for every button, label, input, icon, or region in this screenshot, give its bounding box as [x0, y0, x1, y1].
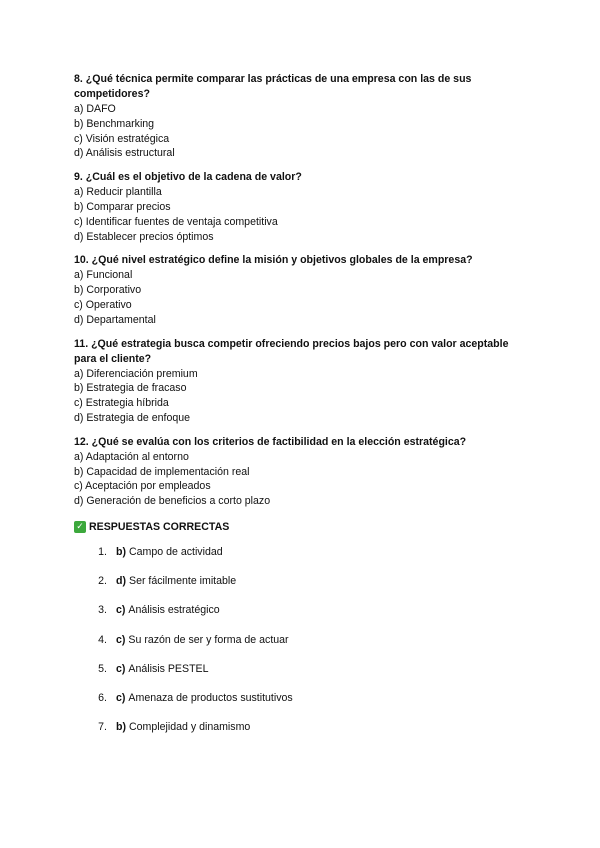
answer-number: 7. [98, 721, 107, 734]
document-page [74, 72, 534, 749]
answer-number: 6. [98, 691, 107, 704]
question-title [74, 337, 534, 367]
option-c: c) Operativo [74, 298, 132, 311]
answer-letter: b) [116, 721, 126, 734]
check-mark-icon: ✓ [74, 521, 86, 533]
answer-letter: d) [116, 575, 126, 588]
answers-heading [74, 519, 534, 535]
question-11 [74, 337, 534, 426]
option-c: c) Estrategia híbrida [74, 397, 169, 410]
answer-item [74, 574, 534, 603]
answer-text: Campo de actividad [129, 545, 223, 558]
answer-letter: c) [116, 662, 126, 675]
option-b: b) Capacidad de implementación real [74, 465, 250, 478]
option-a: a) Funcional [74, 269, 133, 282]
answer-item [74, 691, 534, 720]
answer-text: Su razón de ser y forma de actuar [128, 633, 289, 646]
answer-number: 4. [98, 633, 107, 646]
option-b: b) Benchmarking [74, 117, 155, 130]
option-b: b) Comparar precios [74, 200, 171, 213]
question-8 [74, 72, 534, 161]
option-a: a) Reducir plantilla [74, 186, 162, 199]
answer-list [74, 545, 534, 749]
question-title-line1: 8. ¿Qué técnica permite comparar las prácticas de una empresa con las de sus [74, 73, 472, 85]
question-9 [74, 170, 534, 244]
answer-text: Amenaza de productos sustitutivos [128, 691, 293, 704]
option-d: d) Estrategia de enfoque [74, 411, 191, 424]
answer-letter: c) [116, 604, 126, 617]
answer-text: Ser fácilmente imitable [129, 575, 237, 588]
answers-heading-text: RESPUESTAS CORRECTAS [89, 520, 230, 533]
question-title: 12. ¿Qué se evalúa con los criterios de factibilidad en la elección estratégica? [74, 435, 467, 448]
question-title: 9. ¿Cuál es el objetivo de la cadena de valor? [74, 171, 302, 184]
option-d: d) Análisis estructural [74, 147, 175, 160]
option-a: a) Diferenciación premium [74, 367, 198, 380]
question-title-line2: competidores? [74, 88, 150, 100]
answer-text: Análisis PESTEL [128, 662, 209, 675]
question-title: 10. ¿Qué nivel estratégico define la misión y objetivos globales de la empresa? [74, 254, 473, 267]
option-c: c) Visión estratégica [74, 132, 170, 145]
answer-item [74, 633, 534, 662]
question-title-line2: para el cliente? [74, 352, 152, 365]
question-title-line1: 11. ¿Qué estrategia busca competir ofreciendo precios bajos pero con valor aceptable [74, 337, 509, 350]
option-c: c) Aceptación por empleados [74, 480, 211, 493]
answer-item [74, 720, 534, 749]
option-d: d) Establecer precios óptimos [74, 230, 214, 243]
option-b: b) Corporativo [74, 284, 142, 297]
answer-item [74, 545, 534, 574]
answer-letter: b) [116, 545, 126, 558]
answer-number: 5. [98, 662, 107, 675]
question-12 [74, 435, 534, 509]
option-d: d) Departamental [74, 313, 156, 326]
answer-letter: c) [116, 633, 126, 646]
question-title [74, 72, 534, 102]
answer-text: Complejidad y dinamismo [129, 721, 251, 734]
answer-number: 2. [98, 575, 107, 588]
option-d: d) Generación de beneficios a corto plazo [74, 495, 271, 508]
answer-letter: c) [116, 691, 126, 704]
answer-item [74, 662, 534, 691]
question-10 [74, 253, 534, 327]
option-a: a) DAFO [74, 103, 116, 115]
option-c: c) Identificar fuentes de ventaja competitiva [74, 215, 278, 228]
option-b: b) Estrategia de fracaso [74, 382, 187, 395]
answer-text: Análisis estratégico [128, 604, 220, 617]
answer-item [74, 603, 534, 632]
option-a: a) Adaptación al entorno [74, 450, 189, 463]
answer-number: 3. [98, 604, 107, 617]
answer-number: 1. [98, 545, 107, 558]
